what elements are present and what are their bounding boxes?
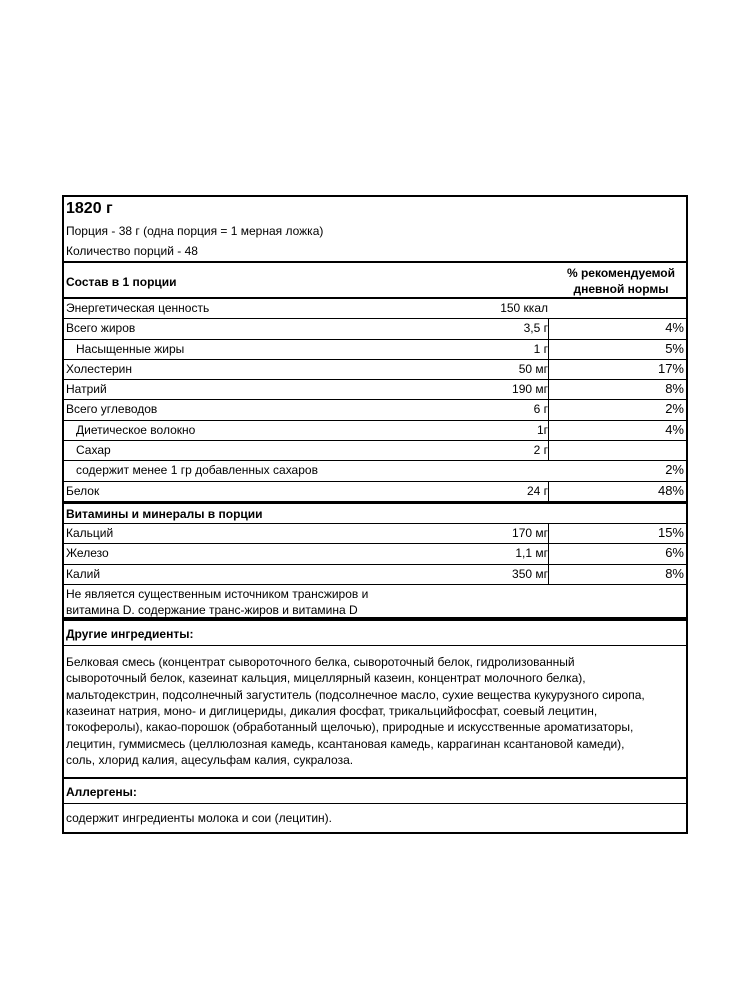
nutrient-pct: 17%	[657, 360, 684, 376]
nutrient-name: Холестерин	[66, 361, 132, 376]
vitamin-row	[64, 524, 686, 544]
nutrient-name: Сахар	[76, 443, 111, 458]
vitamins-header: Витамины и минералы в порции	[64, 502, 686, 524]
trans-fat-note-line2: витамина D. содержание транс-жиров и витамина D	[66, 602, 358, 617]
vitamin-name: Железо	[66, 546, 109, 561]
vitamin-pct: 15%	[657, 524, 684, 540]
vitamin-amount: 170 мг	[512, 525, 548, 540]
ingredients-line: Белковая смесь (концентрат сывороточного белка, сывороточный белок, гидролизованный	[66, 654, 575, 669]
nutrient-pct: 4%	[665, 421, 684, 437]
column-divider	[548, 565, 549, 585]
nutrient-name: содержит менее 1 гр добавленных сахаров	[76, 463, 318, 478]
nutrient-row	[64, 400, 686, 420]
ingredients-line: сывороточный белок, казеинат кальция, мицеллярный казеин, концентрат молочного белка),	[66, 671, 586, 686]
composition-header	[64, 261, 686, 299]
allergens-text: содержит ингредиенты молока и сои (лецитин).	[66, 810, 332, 825]
other-ingredients-title: Другие ингредиенты:	[64, 621, 686, 646]
vitamin-pct: 6%	[665, 545, 684, 561]
nutrient-pct: 5%	[665, 340, 684, 356]
nutrient-amount: 1 г	[533, 341, 548, 356]
ingredients-line: мальтодекстрин, подсолнечный загуститель (подсолнечное масло, сухие вещества кукурузного сиропа,	[66, 687, 645, 702]
ingredients-line: лецитин, гуммисмесь (целлюлозная камедь, ксантановая камедь, каррагинан ксантановой камеди),	[66, 736, 625, 751]
nutrient-amount: 6 г	[533, 402, 548, 417]
nutrient-name: Белок	[66, 483, 100, 498]
nutrient-name: Всего жиров	[66, 321, 136, 336]
column-divider	[548, 400, 549, 420]
nutrient-name: Насыщенные жиры	[76, 341, 185, 356]
ingredients-line: токоферолы), какао-порошок (обработанный щелочью), природные и искусственные ароматизаторы,	[66, 720, 634, 735]
vitamin-name: Кальций	[66, 525, 114, 540]
nutrition-label	[62, 195, 688, 834]
other-ingredients-text	[64, 646, 686, 779]
nutrient-row	[64, 340, 686, 360]
nutrient-amount: 3,5 г	[523, 321, 548, 336]
nutrient-name: Диетическое волокно	[76, 422, 196, 437]
nutrient-row	[64, 299, 686, 319]
nutrient-amount: 2 г	[533, 443, 548, 458]
column-divider	[548, 441, 549, 461]
nutrient-row	[64, 482, 686, 502]
nutrient-name: Энергетическая ценность	[66, 301, 210, 315]
column-divider	[548, 340, 549, 360]
nutrient-amount: 1г	[536, 422, 548, 437]
nutrient-pct: 2%	[665, 401, 684, 417]
vitamin-row	[64, 565, 686, 585]
column-divider	[548, 360, 549, 380]
ingredients-line: казеинат натрия, моно- и диглицериды, дикалия фосфат, трикальцийфосфат, соевый лецитин,	[66, 704, 598, 719]
nutrient-row	[64, 319, 686, 339]
column-divider	[548, 482, 549, 502]
package-weight: 1820 г	[66, 200, 113, 217]
column-divider	[548, 319, 549, 339]
allergens-title: Аллергены:	[64, 779, 686, 804]
column-divider	[548, 421, 549, 441]
nutrient-name: Всего углеводов	[66, 402, 158, 417]
nutrient-amount: 190 мг	[512, 382, 548, 397]
trans-fat-note	[64, 585, 686, 621]
column-divider	[548, 380, 549, 400]
vitamin-pct: 8%	[665, 565, 684, 581]
vitamin-row	[64, 544, 686, 564]
nutrient-row	[64, 380, 686, 400]
nutrient-pct: 2%	[665, 462, 684, 478]
nutrient-name: Натрий	[66, 382, 107, 397]
nutrient-row	[64, 441, 686, 461]
nutrient-row	[64, 461, 686, 481]
composition-header-title: Состав в 1 порции	[66, 275, 177, 289]
daily-value-header-line1: % рекомендуемой	[566, 266, 676, 280]
nutrient-pct: 48%	[657, 482, 684, 498]
trans-fat-note-line1: Не является существенным источником трансжиров и	[66, 586, 369, 601]
servings-count: Количество порций - 48	[66, 244, 198, 258]
nutrient-pct: 8%	[665, 381, 684, 397]
nutrient-row	[64, 421, 686, 441]
serving-size: Порция - 38 г (одна порция = 1 мерная ложка)	[66, 224, 324, 238]
nutrient-amount: 24 г	[526, 483, 548, 498]
nutrient-row	[64, 360, 686, 380]
daily-value-header-line2: дневной нормы	[573, 282, 669, 296]
nutrient-pct: 4%	[665, 320, 684, 336]
vitamin-name: Калий	[66, 566, 101, 581]
ingredients-line: соль, хлорид калия, ацесульфам калия, сукралоза.	[66, 753, 354, 768]
vitamin-amount: 350 мг	[512, 566, 548, 581]
nutrient-amount: 50 мг	[518, 361, 548, 376]
vitamin-amount: 1,1 мг	[515, 546, 548, 561]
column-divider	[548, 524, 549, 544]
daily-value-header	[558, 265, 684, 297]
column-divider	[548, 544, 549, 564]
nutrient-amount: 150 ккал	[500, 301, 548, 315]
